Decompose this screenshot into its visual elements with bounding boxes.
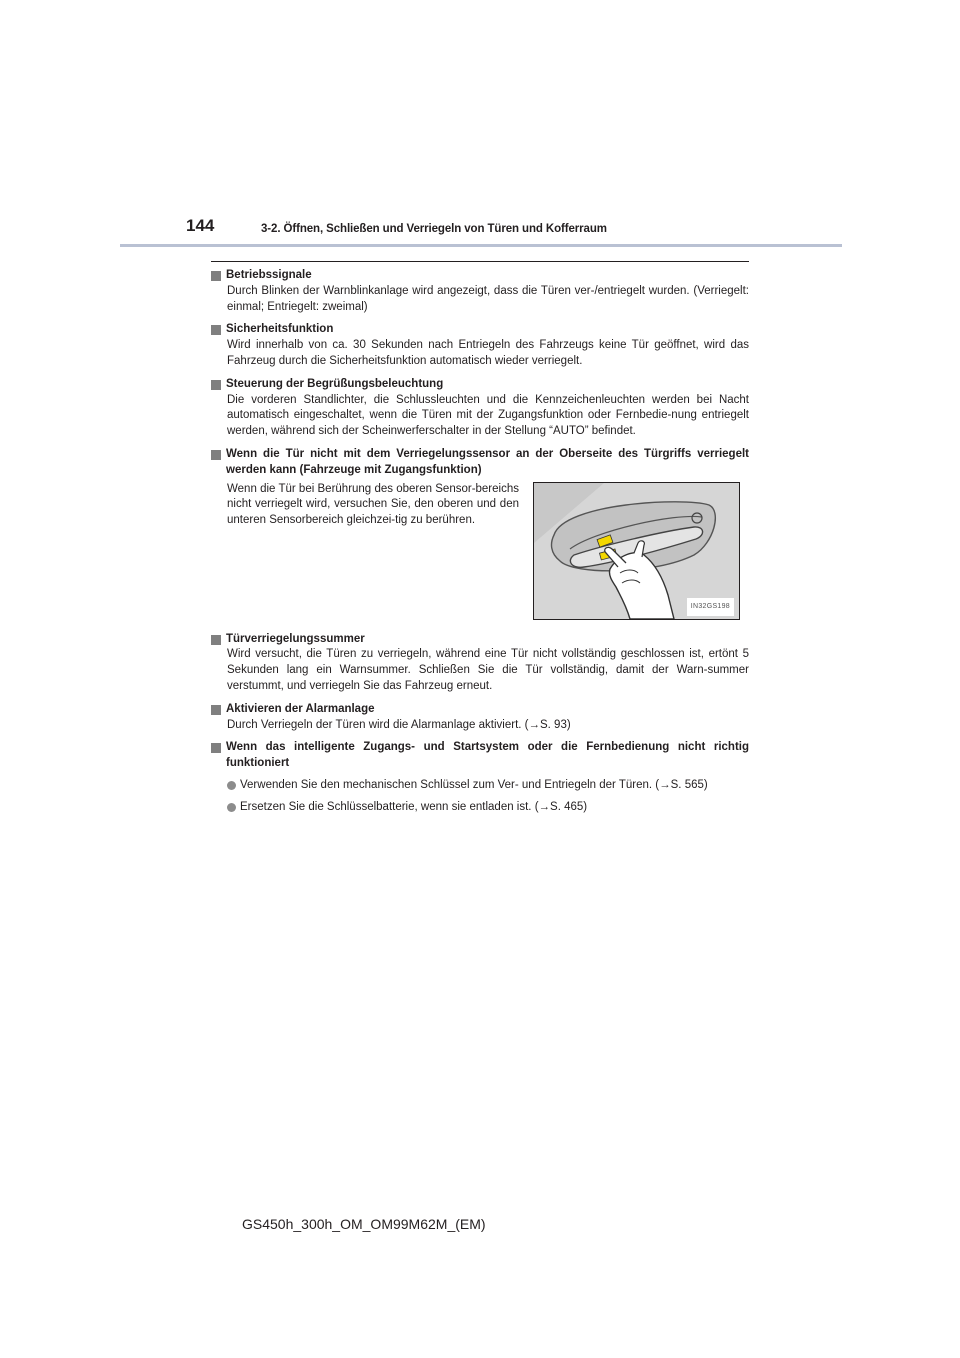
section-heading (211, 377, 749, 393)
section-heading-text: Sicherheitsfunktion (226, 323, 334, 336)
figure-row (227, 482, 749, 620)
square-bullet-icon (211, 325, 221, 335)
section-heading (211, 702, 749, 718)
list-item-text: Verwenden Sie den mechanischen Schlüssel zum Ver- und Entriegeln der Türen. (→S. 565) (240, 778, 708, 791)
section-heading-text: Betriebssignale (226, 269, 312, 281)
section-body: Durch Blinken der Warnblinkanlage wird angezeigt, dass die Türen ver-/entriegelt wurden. (Verriegelt: einmal; Entriegelt: zweimal) (227, 284, 749, 313)
section-body: Wird innerhalb von ca. 30 Sekunden nach Entriegeln des Fahrzeugs keine Tür geöffnet, wird das Fahrzeug durch die Sicherheitsfunktion automatisch wieder verriegelt. (227, 339, 749, 367)
section-divider (211, 261, 749, 262)
section-verriegelungssensor (211, 447, 749, 620)
section-body: Wenn die Tür bei Berührung des oberen Sensor-bereichs nicht verriegelt wird, versuchen Sie, den oberen und den unteren Sensorbereich gleichzei-tig zu berühren. (227, 482, 519, 527)
circle-bullet-icon (227, 803, 236, 812)
door-handle-illustration (533, 482, 740, 620)
section-stoerung (211, 740, 749, 815)
list-item (227, 800, 749, 816)
document-footer: GS450h_300h_OM_OM99M62M_(EM) (242, 1216, 486, 1232)
circle-bullet-icon (227, 781, 236, 790)
section-body: Die vorderen Standlichter, die Schlussleuchten und die Kennzeichenleuchten werden bei Nacht automatisch eingeschaltet, wenn die Türen mit der Zugangsfunktion oder Fernbedie-nung entriegelt werden, während sich der Scheinwerferschalter in der Stellung “AUTO” befindet. (227, 393, 749, 438)
section-heading-text: Türverriegelungssummer (226, 632, 365, 645)
square-bullet-icon (211, 635, 221, 645)
section-heading-text: Steuerung der Begrüßungsbeleuchtung (226, 377, 444, 390)
square-bullet-icon (211, 380, 221, 390)
section-heading-text: Aktivieren der Alarmanlage (226, 702, 375, 715)
page-content (211, 268, 749, 823)
page-number: 144 (186, 216, 215, 235)
square-bullet-icon (211, 450, 221, 460)
list-item-text: Ersetzen Sie die Schlüsselbatterie, wenn sie entladen ist. (→S. 465) (240, 800, 588, 813)
section-heading-text: Wenn das intelligente Zugangs- und Startsystem oder die Fernbedienung nicht richtig funktioniert (226, 741, 749, 770)
square-bullet-icon (211, 743, 221, 753)
square-bullet-icon (211, 705, 221, 715)
section-betriebssignale (211, 268, 749, 315)
section-heading (211, 268, 749, 284)
section-tuerverriegelungssummer (211, 632, 749, 695)
section-body: Durch Verriegeln der Türen wird die Alarmanlage aktiviert. (→S. 93) (227, 718, 571, 731)
list-item (227, 778, 749, 794)
section-heading (211, 632, 749, 648)
section-heading-text: Wenn die Tür nicht mit dem Verriegelungssensor an der Oberseite des Türgriffs verriegelt werden kann (Fahrzeuge mit Zugangsfunktion) (226, 447, 749, 476)
figure-label: IN32GS198 (687, 598, 734, 616)
section-heading (211, 322, 749, 338)
header-rule (120, 244, 842, 247)
section-sicherheitsfunktion (211, 322, 749, 369)
section-heading (211, 740, 749, 772)
section-heading (211, 447, 749, 479)
section-alarmanlage (211, 702, 749, 734)
square-bullet-icon (211, 271, 221, 281)
chapter-title: 3-2. Öffnen, Schließen und Verriegeln von Türen und Kofferraum (261, 223, 607, 235)
section-body: Wird versucht, die Türen zu verriegeln, während eine Tür nicht vollständig geschlossen ist, ertönt 5 Sekunden lang ein Warnsummer. Schließen Sie die Tür vollständig, damit der Warn-summer verstummt, und verriegeln Sie das Fahrzeug erneut. (227, 648, 749, 692)
section-begruessungsbeleuchtung (211, 377, 749, 440)
